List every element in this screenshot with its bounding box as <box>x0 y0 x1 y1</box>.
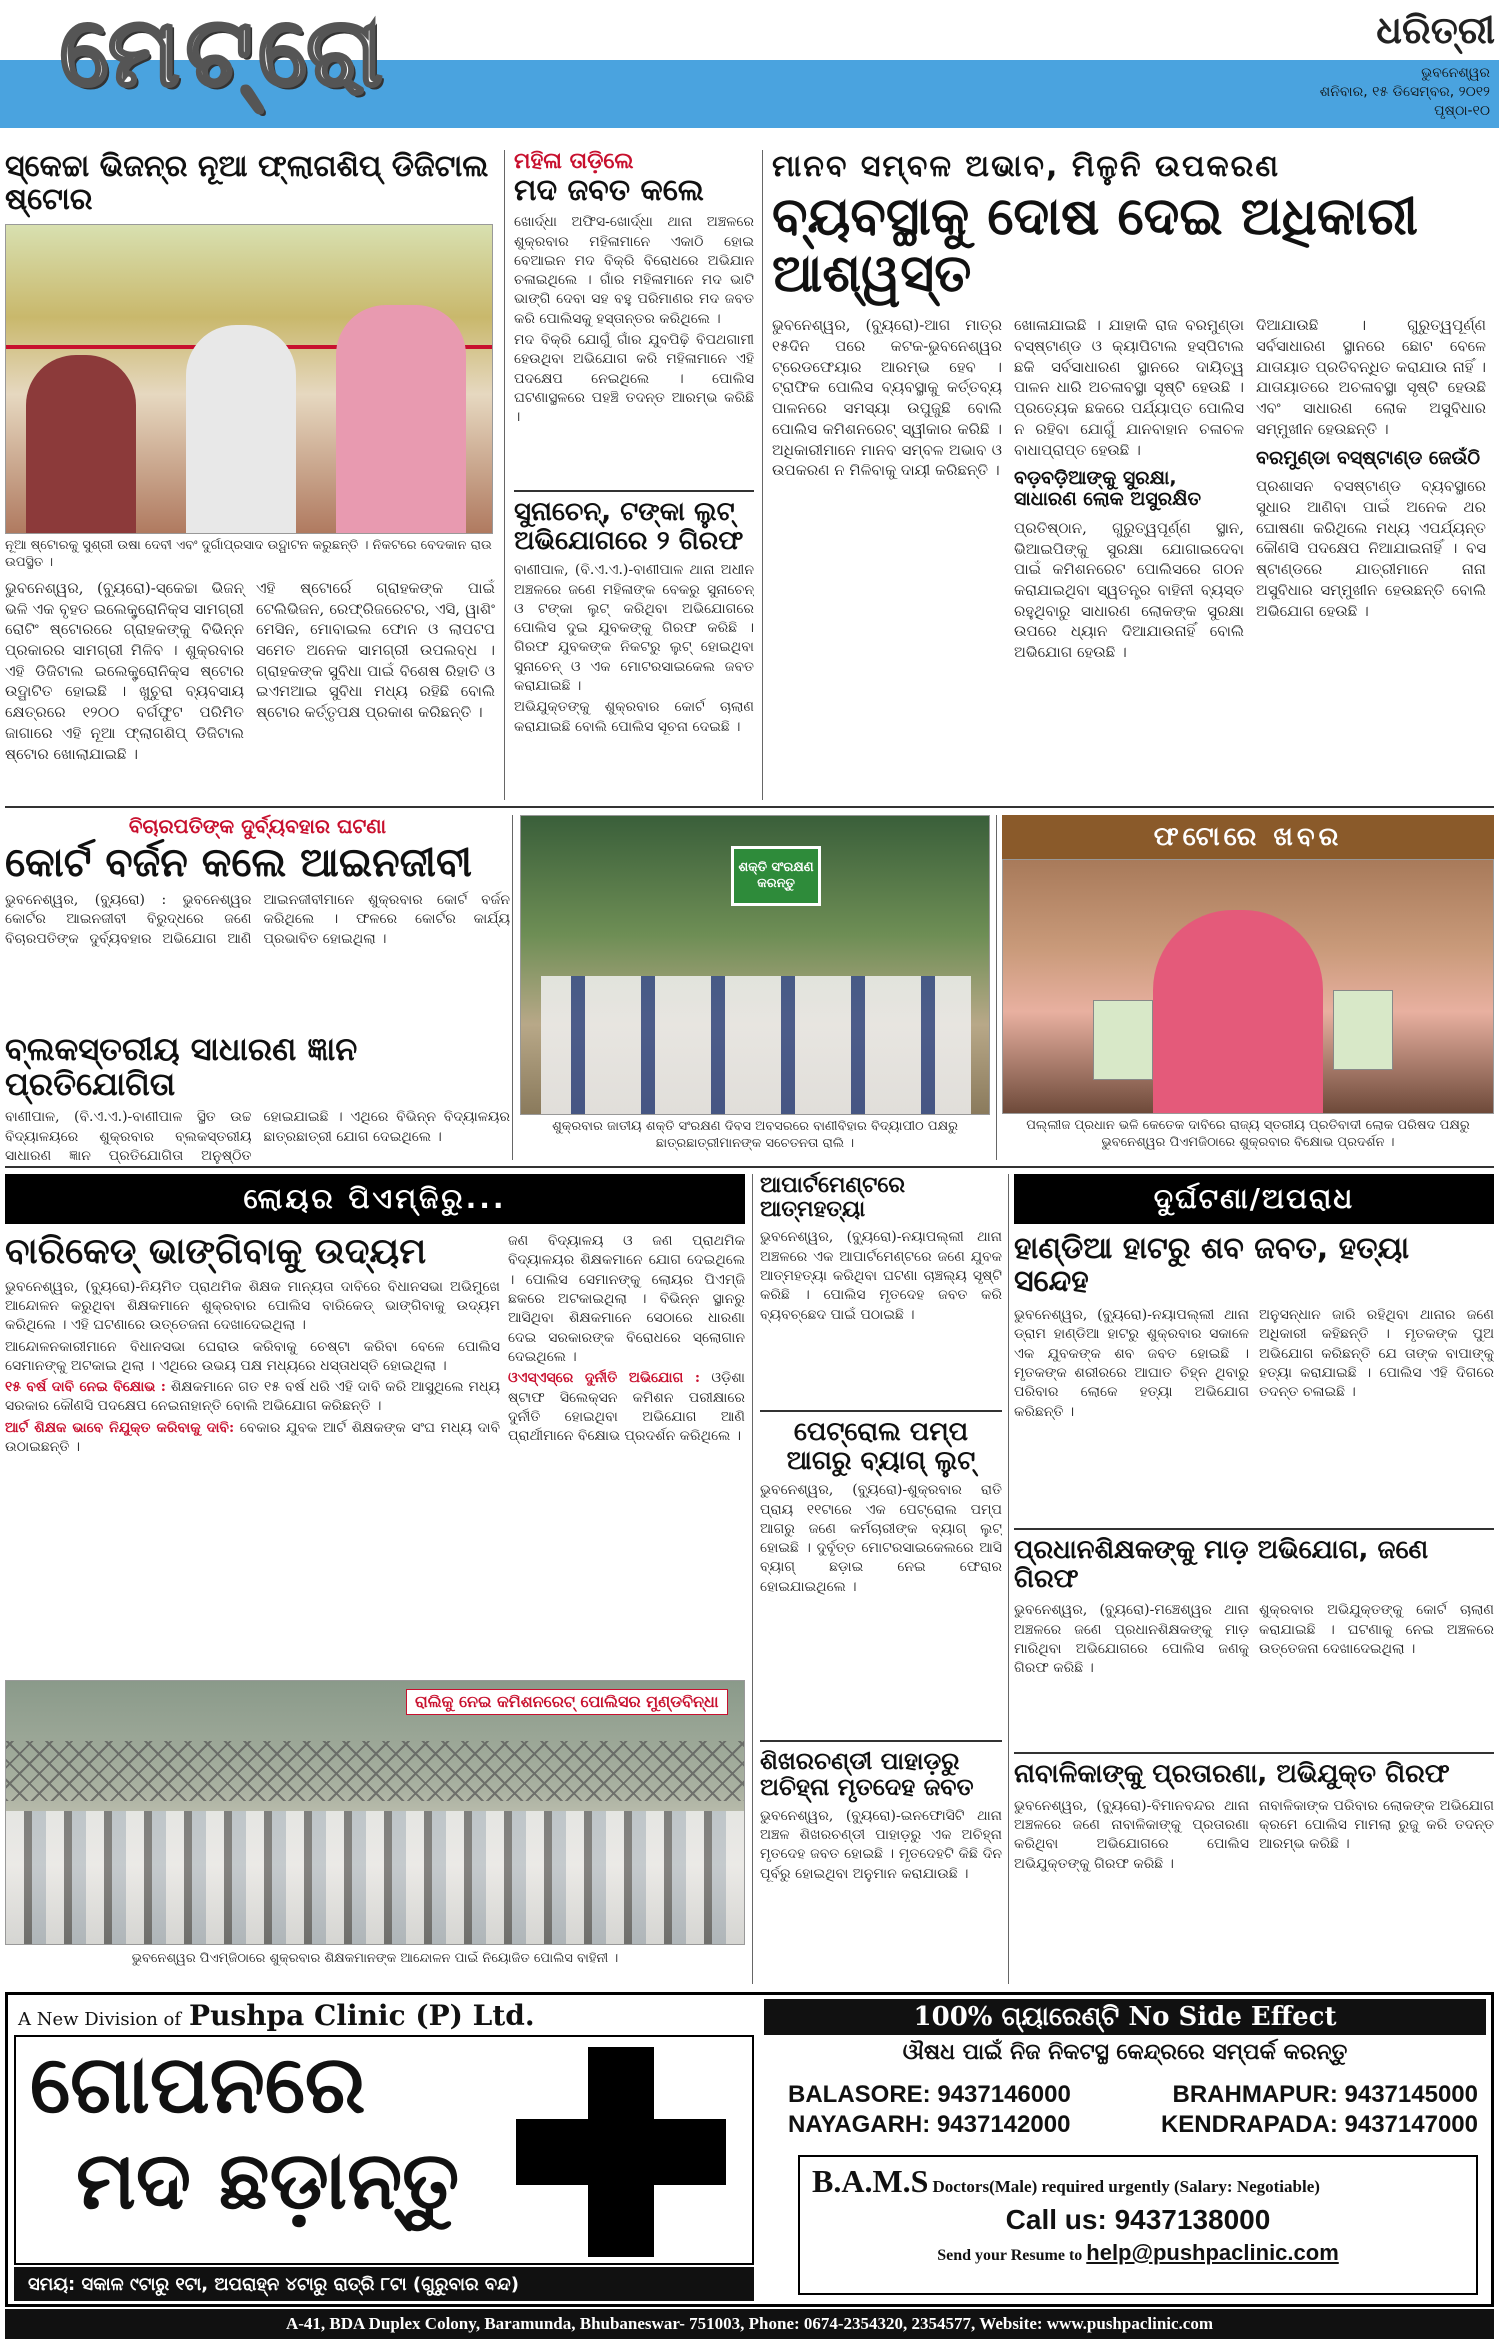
paragraph: ଦିଆଯାଉଛି । ଗୁରୁତ୍ୱପୂର୍ଣ୍ଣ ସର୍ବସାଧାରଣ ସ୍ଥାନରେ ଛୋଟ ବେଳେ ଯାତାୟାତ ପ୍ରତିବନ୍ଧିତ କରାଯାଉ ନାହିଁ । ଯାତାୟାତରେ ଅଚଳାବସ୍ଥା ସୃଷ୍ଟି ହେଉଛି ଏବଂ ସାଧାରଣ ଲୋକ ଅସୁବିଧାର ସମ୍ମୁଖୀନ ହେଉଛନ୍ତି । <box>1256 316 1486 438</box>
card-right <box>1333 990 1393 1070</box>
kicker: ମାନବ ସମ୍ବଳ ଅଭାବ, ମିଳୁନି ଉପକରଣ <box>772 149 1281 184</box>
dateline-page: ପୃଷ୍ଠା-୧୦ <box>1434 102 1490 119</box>
ad-recruit-box <box>798 2155 1478 2295</box>
masthead <box>0 0 1499 130</box>
headline: କୋର୍ଟ ବର୍ଜନ କଲେ ଆଇନଜୀବୀ <box>5 840 473 886</box>
ad-guarantee-bar <box>764 1999 1486 2035</box>
story-body-found <box>760 1740 1002 1985</box>
ad-resume: Send your Resume to <box>937 2247 1083 2264</box>
centre-name: BALASORE <box>788 2081 923 2108</box>
column-3 <box>1256 315 1486 825</box>
ad-call: Call us: 9437138000 <box>1005 2204 1271 2235</box>
ad-timing: ସମୟ: ସକାଳ ୯ଟାରୁ ୧ଟା, ଅପରାହ୍ନ ୪ଟାରୁ ରାତ୍ରି ୮ଟା (ଗୁରୁବାର ବନ୍ଦ) <box>28 2273 519 2295</box>
story-teachers-cont <box>508 1232 745 1677</box>
plus-icon-horizontal <box>516 2119 726 2185</box>
photo-news-feature <box>1002 815 1494 1160</box>
ad-left-header <box>18 1999 758 2033</box>
paragraph: ଭୁବନେଶ୍ୱର, (ବ୍ୟୁରୋ) : ଭୁବନେଶ୍ୱର କୋର୍ଟର ଆଇନଜୀବୀ ବିରୁଦ୍ଧରେ ଜଣେ ବିଚାରପତିଙ୍କ ଦୁର୍ବ୍ୟବହାର ଅଭିଯୋଗ ଆଣି ଆଇନଜୀବୀମାନେ ଶୁକ୍ରବାର କୋର୍ଟ ବର୍ଜନ କରିଥିଲେ । ଫଳରେ କୋର୍ଟର କାର୍ଯ୍ୟ ପ୍ରଭାବିତ ହୋଇଥିଲା । <box>5 892 510 947</box>
label-text: ରାଲିକୁ ନେଇ କମିଶନରେଟ୍ ପୋଲିସର ମୁଣ୍ଡବିନ୍ଧା <box>415 1692 719 1711</box>
story-body: ଭୁବନେଶ୍ୱର, (ବ୍ୟୁରୋ)-ଶୁକ୍ରବାର ରାତି ପ୍ରାୟ ୧୧ଟାରେ ଏକ ପେଟ୍ରୋଲ ପମ୍ପ ଆଗରୁ ଜଣେ କର୍ମଚାରୀଙ୍କ ବ୍ୟାଗ୍ ଲୁଟ୍ ହୋଇଛି । ଦୁର୍ବୃତ୍ତ ମୋଟରସାଇକେଲରେ ଆସି ବ୍ୟାଗ୍ ଛଡ଼ାଇ ନେଇ ଫେରାର ହୋଇଯାଇଥିଲେ । <box>760 1482 1002 1595</box>
headline: ପେଟ୍ରୋଲ ପମ୍ପ ଆଗରୁ ବ୍ୟାଗ୍ ଲୁଟ୍ <box>786 1417 976 1476</box>
story-columns <box>1014 1601 1494 1741</box>
story-liquor-seized <box>514 150 754 480</box>
label-text: ଦୁର୍ଘଟଣା/ଅପରାଧ <box>1153 1182 1355 1215</box>
subhead: ବଡ଼ବଡ଼ିଆଙ୍କୁ ସୁରକ୍ଷା, ସାଧାରଣ ଲୋକ ଅସୁରକ୍ଷିତ <box>1014 467 1202 511</box>
paragraph: ଆନ୍ଦୋଳନକାରୀମାନେ ବିଧାନସଭା ଘେରାଉ କରିବାକୁ ଚେଷ୍ଟା କରିବା ବେଳେ ପୋଲିସ ସେମାନଙ୍କୁ ଅଟକାଇ ଥିଲା । ଏଥିରେ ଉଭୟ ପକ୍ଷ ମଧ୍ୟରେ ଧସ୍ତାଧସ୍ତି ହୋଇଥିଲା । <box>5 1338 500 1374</box>
person-1 <box>26 355 136 534</box>
headline: ଶିଖରଚଣ୍ଡୀ ପାହାଡ଼ରୁ ଅଚିହ୍ନା ମୃତଦେହ ଜବତ <box>760 1747 974 1802</box>
subhead: ଆର୍ଟ ଶିକ୍ଷକ ଭାବେ ନିଯୁକ୍ତ କରିବାକୁ ଦାବି: <box>5 1419 235 1436</box>
barricade-photo <box>5 1680 745 1945</box>
column-divider <box>1008 1174 1009 1984</box>
headline: ସ୍କେଚ୍ଚା ଭିଜନ୍‌ର ନୂଆ ଫ୍ଲାଗଶିପ୍ ଡିଜିଟାଲ ଷ୍ଟୋର <box>5 149 489 217</box>
centre-phone: 9437146000 <box>937 2081 1071 2108</box>
centre-name: NAYAGARH <box>788 2111 923 2138</box>
story-quiz <box>5 1030 510 1164</box>
headline: ବାରିକେଡ୍ ଭାଙ୍ଗିବାକୁ ଉଦ୍ୟମ <box>5 1231 427 1272</box>
story-columns <box>1014 1797 1494 1957</box>
headline: ହାଣ୍ଡିଆ ହାଟରୁ ଶବ ଜବତ, ହତ୍ୟା ସନ୍ଦେହ <box>1014 1231 1410 1299</box>
centre-name: BRAHMAPUR <box>1172 2081 1330 2108</box>
plus-icon <box>516 2047 726 2257</box>
paragraph: ପ୍ରଶାସନ ବସଷ୍ଟାଣ୍ଡ ବ୍ୟବସ୍ଥାରେ ସୁଧାର ଆଣିବା ପାଇଁ ଅନେକ ଥର ଘୋଷଣା କରିଥିଲେ ମଧ୍ୟ ଏପର୍ଯ୍ୟନ୍ତ କୌଣସି ପଦକ୍ଷେପ ନିଆଯାଇନାହିଁ । ବସ ଷ୍ଟାଣ୍ଡରେ ଯାତ୍ରୀମାନେ ନାନା ଅସୁବିଧାର ସମ୍ମୁଖୀନ ହେଉଛନ୍ତି ବୋଲି ଅଭିଯୋଗ ହେଉଛି । <box>1256 477 1486 620</box>
photo-caption: ନୂଆ ଷ୍ଟୋରକୁ ସୁଶ୍ରୀ ଉଷା ଦେବୀ ଏବଂ ଦୁର୍ଗାପ୍ରସାଦ ଉଦ୍ଘାଟନ କରୁଛନ୍ତି । ନିକଟରେ ବେଦକାନ ରାଉ ଉପସ୍ଥିତ । <box>5 538 492 570</box>
person-3 <box>336 305 466 534</box>
story-chain-snatching <box>514 490 754 800</box>
students-row <box>541 976 971 1115</box>
photo-news-label <box>1002 815 1494 859</box>
ad-resume-line <box>812 2240 1464 2266</box>
headline: ସୁନାଚେନ୍, ଟଙ୍କା ଲୁଟ୍ ଅଭିଯୋଗରେ ୨ ଗିରଫ <box>514 497 744 556</box>
paragraph: ପ୍ରତିଷ୍ଠାନ, ଗୁରୁତ୍ୱପୂର୍ଣ୍ଣ ସ୍ଥାନ, ଭିଆଇପିଙ୍କୁ ସୁରକ୍ଷା ଯୋଗାଇଦେବା ପାଇଁ କମିଶନରେଟ ପୋଲିସରେ ଗଠନ କରାଯାଇଥିବା ସ୍ୱତନ୍ତ୍ର ବାହିନୀ ବ୍ୟସ୍ତ ରହୁଥିବାରୁ ସାଧାରଣ ଲୋକଙ୍କ ସୁରକ୍ଷା ଉପରେ ଧ୍ୟାନ ଦିଆଯାଉନାହିଁ ବୋଲି ଅଭିଯୋଗ ହେଉଛି । <box>1014 518 1244 662</box>
paragraph: ଅଭିଯୁକ୍ତଙ୍କୁ ଶୁକ୍ରବାର କୋର୍ଟ ଚାଲାଣ କରାଯାଇଛି ବୋଲି ପୋଲିସ ସୂଚନା ଦେଇଛି । <box>514 699 754 735</box>
section-title: ମେଟ୍ରୋ <box>60 0 389 108</box>
headline: ମଦ ଜବତ କଲେ <box>514 173 704 209</box>
store-photo <box>5 224 493 534</box>
woman-figure <box>1153 910 1323 1114</box>
paragraph: ଶିକ୍ଷକମାନେ ଗତ ୧୫ ବର୍ଷ ଧରି ଏହି ଦାବି କରି ଆସୁଥିଲେ ମଧ୍ୟ ସରକାର କୌଣସି ପଦକ୍ଷେପ ନେଇନାହାନ୍ତି ବୋଲି ଅଭିଯୋଗ କରିଛନ୍ତି । <box>5 1379 500 1415</box>
dateline-city: ଭୁବନେଶ୍ୱର <box>1421 65 1490 81</box>
card-left <box>1093 1000 1153 1080</box>
paragraph: ଓଡ଼ିଶା ଷ୍ଟାଫ ସିଲେକ୍ସନ କମିଶନ ପରୀକ୍ଷାରେ ଦୁର୍ନୀତି ହୋଇଥିବା ଅଭିଯୋଗ ଆଣି ପ୍ରାର୍ଥୀମାନେ ବିକ୍ଷୋଭ ପ୍ରଦର୍ଶନ କରିଥିଲେ । <box>508 1370 745 1445</box>
centre-balasore: BALASORE: 9437146000 <box>788 2081 1071 2108</box>
crime-section-bar <box>1014 1174 1494 1224</box>
paragraph: ଜଣ ବିଦ୍ୟାଳୟ ଓ ଜଣ ପ୍ରାଥମିକ ବିଦ୍ୟାଳୟର ଶିକ୍ଷକମାନେ ଯୋଗ ଦେଇଥିଲେ । ପୋଲିସ ସେମାନଙ୍କୁ ଲୋୟର ପିଏମ୍‌ଜି ଛକରେ ଅଟକାଇଥିଲା । ବିଭିନ୍ନ ସ୍ଥାନରୁ ଆସିଥିବା ଶିକ୍ଷକମାନେ ସେଠାରେ ଧାରଣା ଦେଇ ସରକାରଙ୍କ ବିରୋଧରେ ସ୍ଲୋଗାନ ଦେଇଥିଲେ । <box>508 1233 745 1365</box>
story-columns <box>772 315 1494 825</box>
story-body: ଭୁବନେଶ୍ୱର, (ବ୍ୟୁରୋ)-ନୟାପଲ୍ଲୀ ଥାନା ଅଞ୍ଚଳରେ ଏକ ଆପାର୍ଟମେଣ୍ଟରେ ଜଣେ ଯୁବକ ଆତ୍ମହତ୍ୟା କରିଥିବା ଘଟଣା ଚାଞ୍ଚଲ୍ୟ ସୃଷ୍ଟି କରିଛି । ପୋଲିସ ମୃତଦେହ ଜବତ କରି ବ୍ୟବଚ୍ଛେଦ ପାଇଁ ପଠାଇଛି । <box>760 1229 1002 1323</box>
column-2: ଅନୁସନ୍ଧାନ ଜାରି ରହିଥିବା ଥାନାର ଜଣେ ଅଧିକାରୀ କହିଛନ୍ତି । ମୃତକଙ୍କ ପୁଅ ଅଭିଯୋଗ କରିଛନ୍ତି ଯେ ତାଙ୍କ ବାପାଙ୍କୁ ହତ୍ୟା କରାଯାଇଛି । ପୋଲିସ ଏହି ଦିଗରେ ତଦନ୍ତ ଚଳାଇଛି । <box>1259 1307 1494 1401</box>
ad-big-box <box>14 2035 754 2265</box>
ad-footer: A-41, BDA Duplex Colony, Baramunda, Bhubaneswar- 751003, Phone: 0674-2354320, 2354577, Website: www.pushpaclinic.com <box>285 2314 1214 2333</box>
story-traffic-police <box>772 150 1494 800</box>
kicker: ବିଚାରପତିଙ୍କ ଦୁର୍ବ୍ୟବହାର ଘଟଣା <box>128 814 387 838</box>
dateline <box>1140 64 1490 121</box>
headline: ନାବାଳିକାଙ୍କୁ ପ୍ରତାରଣା, ଅଭିଯୁକ୍ତ ଗିରଫ <box>1014 1759 1450 1789</box>
crowd <box>6 1811 745 1945</box>
column-divider <box>996 815 997 1160</box>
story-digital-store <box>5 150 495 800</box>
paragraph: ବେକାର ଯୁବକ ଆର୍ଟ ଶିକ୍ଷକଙ୍କ ସଂଘ ମଧ୍ୟ ଦାବି ଉଠାଇଛନ୍ତି । <box>5 1419 500 1456</box>
protest-photo <box>1002 859 1494 1114</box>
paragraph: ମଦ ବିକ୍ରି ଯୋଗୁଁ ଗାଁର ଯୁବପିଢ଼ି ବିପଥଗାମୀ ହେଉଥିବା ଅଭିଯୋଗ କରି ମହିଳାମାନେ ଏହି ପଦକ୍ଷେପ ନେଇଥିଲେ । ପୋଲିସ ଘଟଣାସ୍ଥଳରେ ପହଞ୍ଚି ତଦନ୍ତ ଆରମ୍ଭ କରିଛି । <box>514 332 754 426</box>
paragraph: ଖୋଳାଯାଇଛି । ଯାହାକି ରାଜ ବରମୁଣ୍ଡା ବସ୍ଷ୍ଟାଣ୍ଡ ଓ କ୍ୟାପିଟାଲ ହସ୍ପିଟାଲ ଛକି ସର୍ବସାଧାରଣ ସ୍ଥାନରେ ଦାୟିତ୍ୱ ପାଳନ ଧାରି ଅଚଳାବସ୍ଥା ସୃଷ୍ଟି ହେଉଛି । ପ୍ରତ୍ୟେକ ଛକରେ ପର୍ଯ୍ୟାପ୍ତ ପୋଲିସ ନ ରହିବା ଯୋଗୁଁ ଯାନବାହାନ ଚଳାଚଳ ବାଧାପ୍ରାପ୍ତ ହେଉଛି । <box>1014 316 1244 459</box>
paragraph: ବାଣୀପାଳ, (ବି.ଏ.ଏ.)-ବାଣୀପାଳ ଥାନା ଅଧୀନ ଅଞ୍ଚଳରେ ଜଣେ ମହିଳାଙ୍କ ବେକରୁ ସୁନାଚେନ୍ ଓ ଟଙ୍କା ଲୁଟ୍ କରିଥିବା ଅଭିଯୋଗରେ ପୋଲିସ ଦୁଇ ଯୁବକଙ୍କୁ ଗିରଫ କରିଛି । ଗିରଫ ଯୁବକଙ୍କ ନିକଟରୁ ଲୁଟ୍ ହୋଇଥିବା ସୁନାଚେନ୍ ଓ ଏକ ମୋଟରସାଇକେଲ ଜବତ କରାଯାଇଛି । <box>514 562 754 695</box>
person-2 <box>186 325 296 534</box>
centre-phone: 9437145000 <box>1344 2081 1478 2108</box>
paragraph: ଭୁବନେଶ୍ୱର, (ବ୍ୟୁରୋ)-ନିୟମିତ ପ୍ରାଥମିକ ଶିକ୍ଷକ ମାନ୍ୟତା ଦାବିରେ ବିଧାନସଭା ଅଭିମୁଖେ ଆନ୍ଦୋଳନ କରୁଥିବା ଶିକ୍ଷକମାନେ ଶୁକ୍ରବାର ପୋଲିସ ବାରିକେଡ୍ ଭାଙ୍ଗିବାକୁ ଉଦ୍ୟମ କରିଥିଲେ । ଏହି ଘଟଣାରେ ଉତ୍ତେଜନା ଦେଖାଦେଇଥିଲା । <box>5 1278 500 1334</box>
kicker: ମହିଳା ତାଡ଼ିଲେ <box>514 149 634 174</box>
centre-nayagarh: NAYAGARH: 9437142000 <box>788 2111 1071 2138</box>
column-2 <box>1014 315 1244 825</box>
subhead: ୧୫ ବର୍ଷ ଦାବି ନେଇ ବିକ୍ଷୋଭ : <box>5 1379 166 1396</box>
column-divider <box>504 150 505 800</box>
energy-rally-feature <box>520 815 990 1160</box>
column-2: ଶୁକ୍ରବାର ଅଭିଯୁକ୍ତଙ୍କୁ କୋର୍ଟ ଚାଲାଣ କରାଯାଇଛି । ଘଟଣାକୁ ନେଇ ଅଞ୍ଚଳରେ ଉତ୍ତେଜନା ଦେଖାଦେଇଥିଲା । <box>1259 1602 1494 1657</box>
story-columns <box>1014 1306 1494 1536</box>
story-murder <box>1014 1232 1494 1522</box>
story-suicide <box>760 1174 1002 1404</box>
story-minor-fraud <box>1014 1752 1494 1985</box>
story-barricade <box>5 1232 500 1677</box>
headline: ଆପାର୍ଟମେଣ୍ଟରେ ଆତ୍ମହତ୍ୟା <box>760 1173 906 1223</box>
photo-caption: ଶୁକ୍ରବାର ଜାତୀୟ ଶକ୍ତି ସଂରକ୍ଷଣ ଦିବସ ଅବସରରେ ବାଣୀବିହାର ବିଦ୍ୟାପୀଠ ପକ୍ଷରୁ ଛାତ୍ରଛାତ୍ରୀମାନଙ୍କ ସଚେତନତା ରାଲି । <box>552 1119 958 1151</box>
section-divider <box>5 1166 1494 1168</box>
ad-big-line1: ଗୋପନରେ <box>30 2038 366 2131</box>
headline: ପ୍ରଧାନଶିକ୍ଷକଙ୍କୁ ମାଡ଼ ଅଭିଯୋଗ, ଜଣେ ଗିରଫ <box>1014 1535 1429 1594</box>
column-divider <box>752 1174 753 1984</box>
story-body <box>508 1232 745 1672</box>
centre-name: KENDRAPADA <box>1160 2111 1330 2138</box>
centre-phone: 9437142000 <box>936 2111 1071 2138</box>
clinic-advertisement <box>5 1992 1494 2307</box>
dateline-date: ଶନିବାର, ୧୫ ଡିସେମ୍ବର, ୨୦୧୨ <box>1319 83 1490 100</box>
paragraph: ଭୁବନେଶ୍ୱର, (ବ୍ୟୁରୋ)-ଆଗ ମାତ୍ର ୧୫ଦିନ ପରେ କଟକ-ଭୁବନେଶ୍ୱର ଟ୍ରେଡଫେୟାର ଆରମ୍ଭ ହେବ । ଟ୍ରାଫିକ ପୋଲିସ ବ୍ୟବସ୍ଥାକୁ କର୍ତ୍ତବ୍ୟ ପାଳନରେ ସମସ୍ୟା ଉପୁଜୁଛି ବୋଲି ପୋଲିସ କମିଶନରେଟ୍ ସ୍ୱୀକାର କରିଛି । ଅଧିକାରୀମାନେ ମାନବ ସମ୍ବଳ ଅଭାବ ଓ ଉପକରଣ ନ ମିଳିବାକୁ ଦାୟୀ କରିଛନ୍ତି । <box>772 316 1002 480</box>
photo-label <box>406 1689 728 1715</box>
column-1: ଭୁବନେଶ୍ୱର, (ବ୍ୟୁରୋ)-ମଞ୍ଚେଶ୍ୱର ଥାନା ଅଞ୍ଚଳରେ ଜଣେ ପ୍ରଧାନଶିକ୍ଷକଙ୍କୁ ମାଡ଼ ମାରିଥିବା ଅଭିଯୋଗରେ ପୋଲିସ ଜଣକୁ ଗିରଫ କରିଛି । <box>1014 1602 1249 1677</box>
paragraph: ଭୁବନେଶ୍ୱର, (ବ୍ୟୁରୋ)-ସ୍କେଚ୍ଚା ଭିଜନ୍ ଭଳି ଏକ ବୃହତ ଇଲେକ୍ଟ୍ରୋନିକ୍ସ ସାମଗ୍ରୀ ରୋଟିଂ ଷ୍ଟୋରରେ ଗ୍ରାହକଙ୍କୁ ବିଭିନ୍ନ ପ୍ରକାରର ସାମଗ୍ରୀ ମିଳିବ । ଶୁକ୍ରବାର ଏହି ଡିଜିଟାଲ ଇଲେକ୍ଟ୍ରୋନିକ୍ସ ଷ୍ଟୋର ଉଦ୍ଘାଟିତ ହୋଇଛି । ଖୁଚୁରା ବ୍ୟବସାୟ କ୍ଷେତ୍ରରେ ୧୨୦୦ ବର୍ଗଫୁଟ ପରିମିତ ଜାଗାରେ ଏହି ନୂଆ ଫ୍ଲାଗଶିପ୍ ଡିଜିଟାଲ ଷ୍ଟୋର ଖୋଲାଯାଇଛି । <box>5 579 244 763</box>
centre-phone: 9437147000 <box>1344 2111 1478 2138</box>
centre-kendrapada: KENDRAPADA: 9437147000 <box>1160 2111 1478 2138</box>
column-1: ଭୁବନେଶ୍ୱର, (ବ୍ୟୁରୋ)-ବିମାନବନ୍ଦର ଥାନା ଅଞ୍ଚଳରେ ଜଣେ ନାବାଳିକାଙ୍କୁ ପ୍ରତାରଣା କରିଥିବା ଅଭିଯୋଗରେ ପୋଲିସ ଅଭିଯୁକ୍ତଙ୍କୁ ଗିରଫ କରିଛି । <box>1014 1797 1249 1872</box>
ad-centres <box>788 2081 1478 2139</box>
story-lawyers-boycott <box>5 815 510 1030</box>
ad-timing-bar <box>14 2267 754 2301</box>
lower-pmg-bar <box>5 1174 745 1224</box>
column-2: ନାବାଳିକାଙ୍କ ପରିବାର ଲୋକଙ୍କ ଅଭିଯୋଗ କ୍ରମେ ପୋଲିସ ମାମଲା ରୁଜୁ କରି ତଦନ୍ତ ଆରମ୍ଭ କରିଛି । <box>1259 1797 1494 1853</box>
subhead: ବରମୁଣ୍ଡା ବସ୍ଷ୍ଟାଣ୍ଡ ଜେଉଁଠି <box>1256 446 1481 469</box>
ad-note: ଔଷଧ ପାଇଁ ନିଜ ନିକଟସ୍ଥ କେନ୍ଦ୍ରରେ ସମ୍ପର୍କ କରନ୍ତୁ <box>902 2040 1348 2065</box>
label-text: ଫଟୋରେ ଖବର <box>1153 821 1343 852</box>
ad-guarantee: 100% ଗ୍ୟାରେଣ୍ଟି No Side Effect <box>913 2001 1337 2032</box>
centre-brahmapur: BRAHMAPUR: 9437145000 <box>1172 2081 1478 2108</box>
rally-banner <box>731 846 821 906</box>
paper-name: ଧରିତ୍ରୀ <box>1376 7 1495 52</box>
headline: ବ୍ୟବସ୍ଥାକୁ ଦୋଷ ଦେଇ ଅଧିକାରୀ ଆଶ୍ୱସ୍ତ <box>772 187 1418 305</box>
story-body: ଭୁବନେଶ୍ୱର, (ବ୍ୟୁରୋ)-ଇନଫୋସିଟି ଥାନା ଅଞ୍ଚଳ ଶିଖରଚଣ୍ଡୀ ପାହାଡ଼ରୁ ଏକ ଅଚିହ୍ନା ମୃତଦେହ ଜବତ ହୋଇଛି । ମୃତଦେହଟି କିଛି ଦିନ ପୂର୍ବରୁ ହୋଇଥିବା ଅନୁମାନ କରାଯାଉଛି । <box>760 1807 1002 1882</box>
photo-caption: ଭୁବନେଶ୍ୱର ପିଏମ୍‌ଜିଠାରେ ଶୁକ୍ରବାର ଶିକ୍ଷକମାନଙ୍କ ଆନ୍ଦୋଳନ ପାଇଁ ନିୟୋଜିତ ପୋଲିସ ବାହିନୀ । <box>131 1951 619 1966</box>
barbed-wire <box>6 1741 745 1801</box>
banner-text: ଶକ୍ତି ସଂରକ୍ଷଣ କରନ୍ତୁ <box>738 860 814 891</box>
story-body <box>5 891 510 1021</box>
paragraph: ବାଣୀପାଳ, (ବି.ଏ.ଏ.)-ବାଣୀପାଳ ସ୍ଥିତ ଉଚ୍ଚ ବିଦ୍ୟାଳୟରେ ଶୁକ୍ରବାର ବ୍ଲକସ୍ତରୀୟ ସାଧାରଣ ଜ୍ଞାନ ପ୍ରତିଯୋଗିତା ଅନୁଷ୍ଠିତ ହୋଇଯାଇଛି । ଏଥିରେ ବିଭିନ୍ନ ବିଦ୍ୟାଳୟର ଛାତ୍ରଛାତ୍ରୀ ଯୋଗ ଦେଇଥିଲେ । <box>5 1109 510 1164</box>
headline: ବ୍ଲକସ୍ତରୀୟ ସାଧାରଣ ଜ୍ଞାନ ପ୍ରତିଯୋଗିତା <box>5 1030 358 1104</box>
paper-name-box <box>1300 2 1495 58</box>
column-1: ଭୁବନେଶ୍ୱର, (ବ୍ୟୁରୋ)-ନୟାପଲ୍ଲୀ ଥାନା ଡ୍ରାମ ହାଣ୍ଡିଆ ହାଟରୁ ଶୁକ୍ରବାର ସକାଳେ ଏକ ଯୁବକଙ୍କ ଶବ ଜବତ ହୋଇଛି । ମୃତକଙ୍କ ଶରୀରରେ ଆଘାତ ଚିହ୍ନ ଥିବାରୁ ପରିବାର ଲୋକେ ହତ୍ୟା ଅଭିଯୋଗ କରିଛନ୍ତି । <box>1014 1307 1249 1420</box>
subhead: ଓଏସ୍‌ଏସ୍‌ରେ ଦୁର୍ନୀତି ଅଭିଯୋଗ : <box>508 1370 701 1387</box>
ad-doctors: Doctors(Male) required urgently (Salary: Negotiable) <box>932 2177 1320 2196</box>
ad-big-line2: ମଦ ଛଡ଼ାନ୍ତୁ <box>76 2134 460 2227</box>
barricade-photo-block <box>5 1680 745 1985</box>
ad-recruit-line <box>812 2163 1464 2200</box>
ad-email[interactable]: help@pushpaclinic.com <box>1086 2240 1339 2265</box>
column-divider <box>762 150 763 800</box>
story-body <box>514 561 754 771</box>
rally-photo <box>520 815 990 1115</box>
ad-bams: B.A.M.S <box>812 2163 929 2199</box>
ad-footer-bar <box>5 2309 1494 2339</box>
section-divider <box>5 806 1494 808</box>
column-1 <box>772 315 1002 825</box>
story-body <box>514 213 754 453</box>
column-divider <box>512 815 513 1160</box>
story-headmaster <box>1014 1528 1494 1748</box>
story-body <box>5 1278 500 1548</box>
ad-contact-note <box>764 2041 1486 2065</box>
story-bag-loot <box>760 1410 1002 1730</box>
ad-company: Pushpa Clinic (P) Ltd. <box>189 1999 535 2032</box>
paragraph: ଏହି ଷ୍ଟୋର୍ରେ ଗ୍ରାହକଙ୍କ ପାଇଁ ଟେଲିଭିଜନ, ରେଫ୍ରିଜରେଟର, ଏସି, ୱାଶିଂ ମେସିନ, ମୋବାଇଲ ଫୋନ ଓ ଲାପଟପ ସମେତ ଅନେକ ସାମଗ୍ରୀ ଉପଲବ୍ଧ । ଗ୍ରାହକଙ୍କ ସୁବିଧା ପାଇଁ ବିଶେଷ ରିହାତି ଓ ଇଏମଆଇ ସୁବିଧା ମଧ୍ୟ ରହିଛି ବୋଲି ଷ୍ଟୋର କର୍ତ୍ତୃପକ୍ଷ ପ୍ରକାଶ କରିଛନ୍ତି । <box>256 579 495 722</box>
paragraph: ଖୋର୍ଦ୍ଧା ଅଫିସ-ଖୋର୍ଦ୍ଧା ଥାନା ଅଞ୍ଚଳରେ ଶୁକ୍ରବାର ମହିଳାମାନେ ଏକାଠି ହୋଇ ବେଆଇନ ମଦ ବିକ୍ରି ବିରୋଧରେ ଅଭିଯାନ ଚଳାଇଥିଲେ । ଗାଁର ମହିଳାମାନେ ମଦ ଭାଟି ଭାଙ୍ଗି ଦେବା ସହ ବହୁ ପରିମାଣର ମଦ ଜବତ କରି ପୋଲିସକୁ ହସ୍ତାନ୍ତର କରିଥିଲେ । <box>514 214 754 327</box>
ad-division: A New Division of <box>18 2009 182 2030</box>
label-text: ଲୋୟର ପିଏମ୍‌ଜିରୁ... <box>243 1182 507 1215</box>
photo-caption: ପଲ୍ଲୀଜ ପ୍ରଧାନ ଭଳି କେତେକ ଦାବିରେ ରାଜ୍ୟ ସ୍ତରୀୟ ପ୍ରତିବାଦୀ ଲୋକ ପରିଷଦ ପକ୍ଷରୁ ଭୁବନେଶ୍ୱର ପିଏମଜିଠାରେ ଶୁକ୍ରବାର ବିକ୍ଷୋଭ ପ୍ରଦର୍ଶନ । <box>1026 1118 1470 1150</box>
